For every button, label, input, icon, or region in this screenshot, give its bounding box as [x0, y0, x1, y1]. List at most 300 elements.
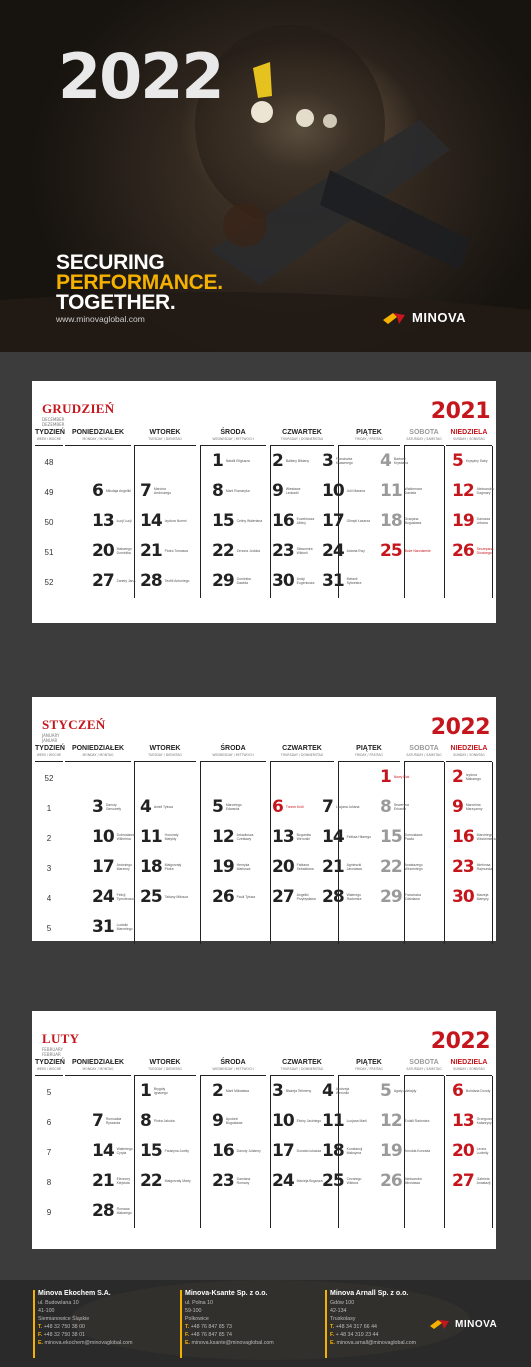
address-line: Polkowice [185, 1316, 209, 1322]
grid-divider [200, 1076, 201, 1228]
address-line: 42-134 [330, 1308, 347, 1314]
month-subtitle [42, 733, 59, 743]
day-cell [92, 828, 143, 846]
name-day: Trzech Króli [285, 804, 304, 809]
email-label: E. [38, 1340, 45, 1346]
week-number: 49 [44, 488, 54, 497]
name-day: Melanii Sylwestra [346, 576, 362, 585]
name-day: Marcelego Edwarda [225, 802, 242, 811]
weekday-subtitle: FRIDAY / FREITAG [355, 753, 383, 757]
name-day: Anizji Eugeniusza [296, 576, 315, 585]
name-day: Tatiany Miłosza [164, 894, 188, 899]
fax-line [38, 1331, 133, 1339]
day-number: 20 [272, 857, 294, 877]
day-cell [92, 1142, 143, 1160]
day-number: 14 [92, 1141, 114, 1161]
weekday-header [35, 744, 63, 762]
weekday-subtitle: THURSDAY / DONNERSTAG [280, 753, 324, 757]
name-day: Damiana Romany [236, 1176, 251, 1185]
weekday-subtitle: MONDAY / MONTAG [82, 1067, 114, 1071]
day-number: 25 [380, 541, 402, 561]
weekday-name: WTOREK [149, 1059, 181, 1066]
name-day: Danuty Julianny [236, 1148, 261, 1153]
day-cell [452, 858, 496, 876]
name-day: Macieja Martyny [476, 892, 489, 901]
name-day: Julii Marana [346, 488, 365, 493]
name-day: Nowy Rok [393, 774, 410, 779]
website-url: www.minovaglobal.com [56, 314, 145, 324]
email-value[interactable]: minova.ekochem@minovaglobal.com [44, 1340, 133, 1346]
day-number: 6 [272, 797, 283, 817]
day-number: 18 [380, 511, 402, 531]
weekday-name: SOBOTA [409, 745, 439, 752]
email-value[interactable]: minova.ksante@minovaglobal.com [191, 1340, 274, 1346]
name-day: Elwiry Jacintego [296, 1118, 322, 1123]
day-cell [322, 482, 365, 500]
day-number: 10 [272, 1111, 294, 1131]
weekday-subtitle: WEEK / WOCHE [36, 437, 62, 441]
name-day: Balbiny Bibiany [285, 458, 310, 463]
name-day: Felicji Tymoteusza [116, 892, 135, 901]
day-number: 22 [140, 1171, 162, 1191]
weekday-header [134, 428, 196, 446]
month-name: LUTY [42, 1031, 80, 1046]
name-day: Henryka Mariusza [236, 862, 251, 871]
day-cell [140, 1082, 180, 1100]
slogan-line-1: SECURING [56, 251, 165, 274]
month-name: STYCZEŃ [42, 717, 106, 732]
name-day: Anastazego Wincentego [404, 862, 423, 871]
day-cell [92, 888, 143, 906]
calendar-card [32, 381, 496, 623]
day-cell [322, 542, 365, 560]
day-number: 8 [212, 481, 223, 501]
day-number: 9 [272, 481, 283, 501]
day-cell [322, 1112, 367, 1130]
day-number: 10 [92, 827, 114, 847]
day-cell [272, 1082, 311, 1100]
weekday-header [446, 428, 492, 446]
day-cell [272, 828, 323, 846]
day-cell [272, 888, 323, 906]
day-cell [140, 1172, 191, 1190]
weekday-name: ŚRODA [220, 1059, 246, 1066]
weekday-subtitle: TUESDAY / DIENSTAG [148, 437, 182, 441]
name-day: Apolonii Bogusława [225, 1116, 243, 1125]
day-number: 24 [322, 541, 344, 561]
day-number: 18 [140, 857, 162, 877]
name-day: Dobrosława Wilhelma [116, 832, 135, 841]
hero-banner [0, 0, 531, 352]
name-day: Celiny Waleriana [236, 518, 263, 523]
day-cell [452, 452, 488, 470]
name-day: Franciszka Zdzisława [404, 892, 422, 901]
day-cell [212, 1112, 252, 1130]
week-number: 4 [46, 894, 52, 903]
weekday-header [65, 1058, 131, 1076]
weekday-header [338, 428, 400, 446]
name-day: Euzebiusza Albiny [296, 516, 315, 525]
email-line [185, 1339, 274, 1347]
day-number: 24 [272, 1171, 294, 1191]
fax-label: F. [38, 1332, 44, 1338]
day-cell [140, 1112, 175, 1130]
weekday-subtitle: SATURDAY / SAMSTAG [406, 1067, 442, 1071]
day-cell [92, 512, 132, 530]
day-number: 11 [140, 827, 162, 847]
day-cell [140, 542, 188, 560]
day-number: 4 [140, 797, 151, 817]
day-number: 22 [212, 541, 234, 561]
day-number: 15 [212, 511, 234, 531]
day-cell [272, 482, 312, 500]
month-name: GRUDZIEŃ [42, 401, 115, 416]
name-day: Agnieszki Jarosława [346, 862, 362, 871]
day-cell [322, 1142, 373, 1160]
day-cell [380, 542, 431, 560]
day-number: 16 [452, 827, 474, 847]
footer [0, 1280, 531, 1367]
email-label: E. [185, 1340, 192, 1346]
day-number: 9 [212, 1111, 223, 1131]
day-cell [272, 572, 323, 590]
weekday-name: PONIEDZIAŁEK [71, 429, 125, 436]
name-day: Fabiana Sebastiana [296, 862, 314, 871]
day-number: 3 [322, 451, 333, 471]
week-number: 5 [46, 1088, 52, 1097]
calendar-year: 2022 [430, 1029, 490, 1054]
name-day: Zenona Jodoka [236, 548, 261, 553]
name-day: Izydora Noemi [164, 518, 187, 523]
day-cell [272, 542, 323, 560]
slogan-line-3: TOGETHER. [56, 291, 176, 314]
phone-value: +48 32 750 38 00 [43, 1324, 85, 1330]
name-day: Romana Makarego [116, 1206, 132, 1215]
day-cell [212, 572, 263, 590]
minova-logo-icon [383, 311, 409, 325]
name-day: Marcina Ambrożego [153, 486, 172, 495]
company-name: Minova Ekochem S.A. [38, 1290, 111, 1297]
weekday-name: NIEDZIELA [450, 429, 488, 436]
name-day: Leona Ludmiły [476, 1146, 489, 1155]
name-day: Brygidy Ignacego [153, 1086, 168, 1095]
grid-divider [492, 762, 493, 944]
day-number: 27 [272, 887, 294, 907]
day-number: 20 [92, 541, 114, 561]
day-number: 26 [380, 1171, 402, 1191]
month-subtitle-line: FEBRUAR [42, 1052, 61, 1057]
day-number: 28 [140, 571, 162, 591]
day-cell [322, 858, 373, 876]
name-day: Olimpii Łazarza [346, 518, 371, 523]
grid-divider [134, 762, 135, 944]
day-number: 17 [322, 511, 344, 531]
day-number: 3 [92, 797, 103, 817]
day-cell [140, 858, 191, 876]
weekday-header [338, 744, 400, 762]
name-day: Waldemara Daniela [404, 486, 422, 495]
day-cell [92, 1172, 143, 1190]
phone-label: T. [330, 1324, 336, 1330]
day-cell [92, 798, 132, 816]
weekday-header [404, 744, 444, 762]
weekday-name: TYDZIEŃ [35, 429, 65, 436]
name-day: Franciszka Ksawerego [335, 456, 353, 465]
day-number: 30 [272, 571, 294, 591]
day-number: 20 [452, 1141, 474, 1161]
weekday-header [35, 1058, 63, 1076]
grid-divider [200, 446, 201, 598]
email-value[interactable]: minova.arnall@minovaglobal.com [336, 1340, 417, 1346]
weekday-subtitle: TUESDAY / DIENSTAG [148, 753, 182, 757]
day-cell [212, 828, 263, 846]
day-cell [322, 512, 370, 530]
month-subtitle [42, 1047, 63, 1057]
name-day: Piotra Jakuba [153, 1118, 175, 1123]
day-number: 31 [322, 571, 344, 591]
day-number: 13 [92, 511, 114, 531]
day-cell [140, 512, 187, 530]
calendar-year: 2022 [430, 715, 490, 740]
slogan [56, 253, 223, 313]
day-number: 29 [380, 887, 402, 907]
day-number: 10 [322, 481, 344, 501]
day-number: 18 [322, 1141, 344, 1161]
day-number: 2 [212, 1081, 223, 1101]
day-cell [452, 1172, 496, 1190]
name-day: Dariusza Urbana [476, 516, 491, 525]
minova-logo [383, 310, 466, 325]
weekday-subtitle: FRIDAY / FREITAG [355, 437, 383, 441]
weekday-subtitle: WEDNESDAY / MITTWOCH [212, 437, 254, 441]
day-cell [380, 1112, 429, 1130]
day-cell [452, 798, 492, 816]
fax-line [330, 1331, 416, 1339]
day-number: 14 [140, 511, 162, 531]
name-day: Macieja Bogusza [296, 1178, 323, 1183]
weekday-name: TYDZIEŃ [35, 1059, 65, 1066]
day-number: 22 [380, 857, 402, 877]
month-subtitle-line: JANUARY [42, 733, 60, 738]
day-number: 2 [452, 767, 463, 787]
day-cell [272, 1172, 323, 1190]
name-day: Walentego Cyryla [116, 1146, 133, 1155]
name-day: Walerego Radomira [346, 892, 362, 901]
weekday-subtitle: WEEK / WOCHE [36, 1067, 62, 1071]
day-cell [322, 1082, 362, 1100]
company-contact [330, 1290, 416, 1347]
day-number: 1 [380, 767, 391, 787]
slogan-line-2: PERFORMANCE. [56, 271, 223, 294]
weekday-subtitle: WEDNESDAY / MITTWOCH [212, 1067, 254, 1071]
weekday-name: ŚRODA [220, 745, 246, 752]
grid-divider [404, 762, 405, 944]
company-name: Minova-Ksante Sp. z o.o. [185, 1290, 268, 1297]
day-number: 21 [140, 541, 162, 561]
day-number: 29 [212, 571, 234, 591]
name-day: Lucjana Marii [346, 1118, 367, 1123]
day-cell [452, 1112, 496, 1130]
name-day: Wiesława Leokadii [285, 486, 301, 495]
name-day: Bohdana Doroty [465, 1088, 491, 1093]
weekday-name: WTOREK [149, 745, 181, 752]
name-day: Marii Miłosława [225, 1088, 250, 1093]
day-number: 1 [140, 1081, 151, 1101]
day-cell [272, 798, 304, 816]
name-day: Gracjana Bogusława [404, 516, 422, 525]
name-day: Boże Narodzenie [404, 548, 431, 553]
day-cell [92, 918, 143, 936]
weekday-header [338, 1058, 400, 1076]
weekday-subtitle: SUNDAY / SONNTAG [453, 753, 485, 757]
weekday-header [404, 428, 444, 446]
day-cell [212, 798, 252, 816]
day-cell [322, 1172, 373, 1190]
week-number: 51 [44, 548, 54, 557]
weekday-subtitle: WEEK / WOCHE [36, 753, 62, 757]
grid-divider [338, 762, 339, 944]
weekday-subtitle: MONDAY / MONTAG [82, 753, 114, 757]
day-cell [452, 1142, 496, 1160]
day-number: 23 [452, 857, 474, 877]
weekday-subtitle: THURSDAY / DONNERSTAG [280, 1067, 324, 1071]
day-cell [322, 452, 362, 470]
name-day: Gabriela Anastazji [476, 1176, 491, 1185]
weekday-name: PIĄTEK [356, 1059, 382, 1066]
day-cell [92, 1202, 143, 1220]
weekday-subtitle: SATURDAY / SAMSTAG [406, 437, 442, 441]
name-day: Makarego Dominika [116, 546, 132, 555]
day-cell [92, 542, 143, 560]
day-number: 6 [92, 481, 103, 501]
weekday-name: PONIEDZIAŁEK [71, 1059, 125, 1066]
day-cell [452, 1082, 490, 1100]
name-day: Lucjana Juliana [335, 804, 360, 809]
day-cell [380, 512, 431, 530]
address-line: Siemianowice Śląskie [38, 1316, 90, 1322]
weekday-subtitle: SUNDAY / SONNTAG [453, 437, 485, 441]
weekday-header [404, 1058, 444, 1076]
month-subtitle-line: DEZEMBER [42, 422, 65, 427]
day-cell [92, 482, 131, 500]
day-cell [380, 858, 431, 876]
day-number: 25 [322, 1171, 344, 1191]
weekday-name: CZWARTEK [282, 1059, 322, 1066]
grid-divider [444, 1076, 445, 1228]
name-day: Agaty Adelajdy [393, 1088, 417, 1093]
company-contact [185, 1290, 274, 1347]
day-cell [92, 1112, 132, 1130]
name-day: Antoniego Marzeny [116, 862, 132, 871]
email-line [38, 1339, 133, 1347]
day-cell [272, 1112, 321, 1130]
weekday-name: TYDZIEŃ [35, 745, 65, 752]
day-number: 19 [380, 1141, 402, 1161]
day-number: 3 [272, 1081, 283, 1101]
name-day: Andrzeja Weroniki [335, 1086, 350, 1095]
day-number: 7 [92, 1111, 103, 1131]
day-cell [380, 482, 431, 500]
grid-divider [200, 762, 201, 944]
weekday-header [446, 1058, 492, 1076]
day-cell [212, 1082, 249, 1100]
day-number: 17 [92, 857, 114, 877]
day-cell [92, 858, 143, 876]
name-day: Aleksandra Mirosława [404, 1176, 422, 1185]
day-cell [140, 572, 189, 590]
phone-value: +48 76 847 85 73 [190, 1324, 232, 1330]
weekday-name: CZWARTEK [282, 429, 322, 436]
day-number: 14 [322, 827, 344, 847]
weekday-header [200, 744, 266, 762]
name-day: Eleonory Kiejstuta [116, 1176, 131, 1185]
name-day: Arkadiusza Czesławy [236, 832, 254, 841]
week-number: 52 [44, 774, 54, 783]
day-cell [212, 512, 262, 530]
name-day: Angeliki Przybysława [296, 892, 316, 901]
name-day: Kryspiny Saby [465, 458, 488, 463]
day-number: 23 [212, 1171, 234, 1191]
name-day: Sławomira Wiktorii [296, 546, 313, 555]
day-number: 5 [380, 1081, 391, 1101]
day-cell [452, 482, 496, 500]
name-day: Żanety Jana [116, 578, 136, 583]
name-day: Grzegorza Katarzyny [476, 1116, 493, 1125]
day-cell [380, 798, 420, 816]
day-number: 24 [92, 887, 114, 907]
weekday-name: NIEDZIELA [450, 1059, 488, 1066]
email-line [330, 1339, 416, 1347]
day-cell [380, 1172, 431, 1190]
weekday-header [134, 1058, 196, 1076]
day-number: 23 [272, 541, 294, 561]
weekday-subtitle: SUNDAY / SONNTAG [453, 1067, 485, 1071]
day-number: 5 [452, 451, 463, 471]
day-number: 6 [452, 1081, 463, 1101]
day-number: 28 [92, 1201, 114, 1221]
name-day: Izydora Makarego [465, 772, 481, 781]
day-cell [212, 858, 263, 876]
name-day: Cezarego Wiktora [346, 1176, 362, 1185]
day-cell [212, 1142, 261, 1160]
address-line: 59-100 [185, 1308, 202, 1314]
day-number: 27 [452, 1171, 474, 1191]
phone-label: T. [185, 1324, 191, 1330]
address-line: Truskolasy [330, 1316, 356, 1322]
day-number: 26 [212, 887, 234, 907]
day-number: 17 [272, 1141, 294, 1161]
name-day: Donata Łukasza [296, 1148, 322, 1153]
day-number: 8 [140, 1111, 151, 1131]
week-number: 2 [46, 834, 52, 843]
weekday-header [270, 744, 334, 762]
weekday-name: NIEDZIELA [450, 745, 488, 752]
weekday-name: ŚRODA [220, 429, 246, 436]
address-line: ul. Polna 10 [185, 1300, 213, 1306]
month-subtitle-line: JANUAR [42, 738, 58, 743]
weekday-header [270, 1058, 334, 1076]
weekday-header [134, 744, 196, 762]
day-number: 15 [140, 1141, 162, 1161]
grid-divider [444, 762, 445, 944]
email-label: E. [330, 1340, 337, 1346]
name-day: Romualda Ryszarda [105, 1116, 122, 1125]
day-number: 2 [272, 451, 283, 471]
weekday-header [200, 1058, 266, 1076]
day-number: 16 [272, 511, 294, 531]
name-day: Łucji Lucji [116, 518, 132, 523]
phone-line [330, 1323, 416, 1331]
